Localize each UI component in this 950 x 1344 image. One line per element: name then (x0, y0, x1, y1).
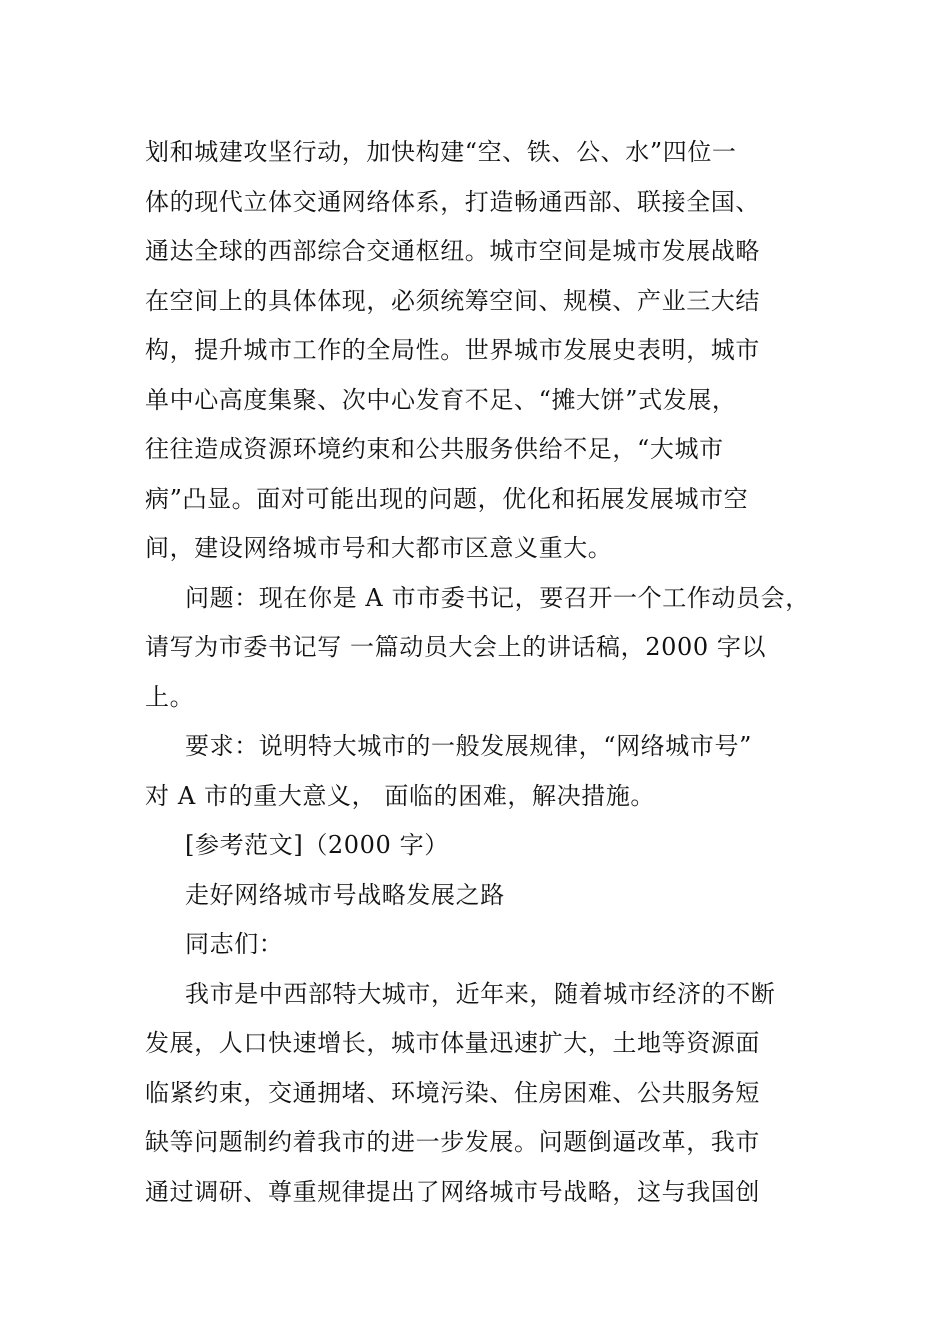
body-line: 临紧约束，交通拥堵、环境污染、住房困难、公共服务短 (145, 1079, 760, 1107)
body-line: 通过调研、尊重规律提出了网络城市号战略，这与我国创 (145, 1178, 760, 1206)
salutation: 同志们： (185, 930, 284, 958)
essay-title: 走好网络城市号战略发展之路 (185, 881, 505, 909)
body-line: 体的现代立体交通网络体系，打造畅通西部、联接全国、 (145, 188, 760, 216)
body-line: 病”凸显。面对可能出现的问题，优化和拓展发展城市空 (145, 485, 749, 513)
question-line: 请写为市委书记写 一篇动员大会上的讲话稿，2000 字以 (145, 633, 767, 661)
body-line: 我市是中西部特大城市，近年来，随着城市经济的不断 (185, 980, 776, 1008)
reference-label: [参考范文]（2000 字） (185, 831, 449, 859)
requirement-line: 要求：说明特大城市的一般发展规律，“网络城市号” (185, 732, 752, 760)
requirement-line: 对 A 市的重大意义， 面临的困难，解决措施。 (145, 782, 656, 810)
body-line: 单中心高度集聚、次中心发育不足、“摊大饼”式发展， (145, 386, 737, 414)
body-line: 往往造成资源环境约束和公共服务供给不足，“大城市 (145, 435, 724, 463)
body-line: 发展，人口快速增长，城市体量迅速扩大，土地等资源面 (145, 1029, 760, 1057)
body-line: 构，提升城市工作的全局性。世界城市发展史表明，城市 (145, 336, 760, 364)
question-line: 问题：现在你是 A 市市委书记，要召开一个工作动员会， (185, 584, 810, 612)
body-line: 缺等问题制约着我市的进一步发展。问题倒逼改革，我市 (145, 1128, 760, 1156)
question-line: 上。 (145, 683, 195, 711)
body-line: 划和城建攻坚行动，加快构建“空、铁、公、水”四位一 (145, 138, 737, 166)
body-line: 通达全球的西部综合交通枢纽。城市空间是城市发展战略 (145, 237, 760, 265)
body-line: 在空间上的具体体现，必须统筹空间、规模、产业三大结 (145, 287, 760, 315)
body-line: 间，建设网络城市号和大都市区意义重大。 (145, 534, 613, 562)
